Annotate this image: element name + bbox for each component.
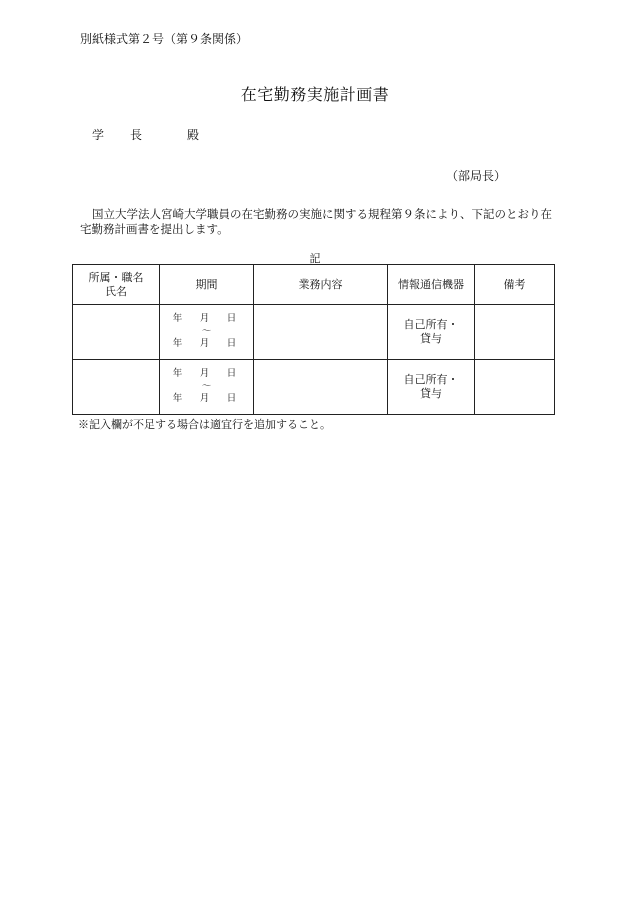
affiliation-cell[interactable] [73, 360, 160, 415]
device-option-owned: 自己所有・ [403, 318, 459, 331]
table-header-row [73, 265, 555, 305]
form-number: 別紙様式第２号（第９条関係） [80, 32, 249, 46]
document-title: 在宅勤務実施計画書 [240, 85, 390, 104]
period-cell[interactable] [160, 360, 254, 415]
header-remarks: 備考 [475, 265, 555, 305]
device-option-owned: 自己所有・ [403, 373, 459, 386]
remarks-cell[interactable] [475, 305, 555, 360]
device-cell[interactable] [388, 305, 475, 360]
tilde: 〜 [201, 325, 212, 337]
body-text: 国立大学法人宮崎大学職員の在宅勤務の実施に関する規程第９条により、下記のとおり在宅勤務計画書を提出します。 [80, 207, 552, 236]
header-affiliation-line2: 氏名 [105, 284, 127, 298]
department-head-label: （部局長） [445, 169, 506, 183]
table-row [73, 360, 555, 415]
period-cell[interactable] [160, 305, 254, 360]
footnote: ※記入欄が不足する場合は適宜行を追加すること。 [78, 418, 331, 431]
header-affiliation [73, 265, 160, 305]
start-date: 年 月 日 [172, 313, 241, 325]
remarks-cell[interactable] [475, 360, 555, 415]
header-device: 情報通信機器 [388, 265, 475, 305]
affiliation-cell[interactable] [73, 305, 160, 360]
work-content-cell[interactable] [254, 360, 388, 415]
addressee: 学 長 殿 [92, 128, 207, 142]
end-date: 年 月 日 [172, 393, 241, 405]
header-affiliation-line1: 所属・職名 [88, 270, 144, 284]
tilde: 〜 [201, 380, 212, 392]
start-date: 年 月 日 [172, 368, 241, 380]
ki-heading: 記 [309, 252, 321, 265]
device-cell[interactable] [388, 360, 475, 415]
plan-table [72, 264, 555, 415]
header-period: 期間 [160, 265, 254, 305]
table-row [73, 305, 555, 360]
end-date: 年 月 日 [172, 338, 241, 350]
device-option-loaned: 貸与 [420, 332, 442, 345]
header-work-content: 業務内容 [254, 265, 388, 305]
device-option-loaned: 貸与 [420, 387, 442, 400]
work-content-cell[interactable] [254, 305, 388, 360]
